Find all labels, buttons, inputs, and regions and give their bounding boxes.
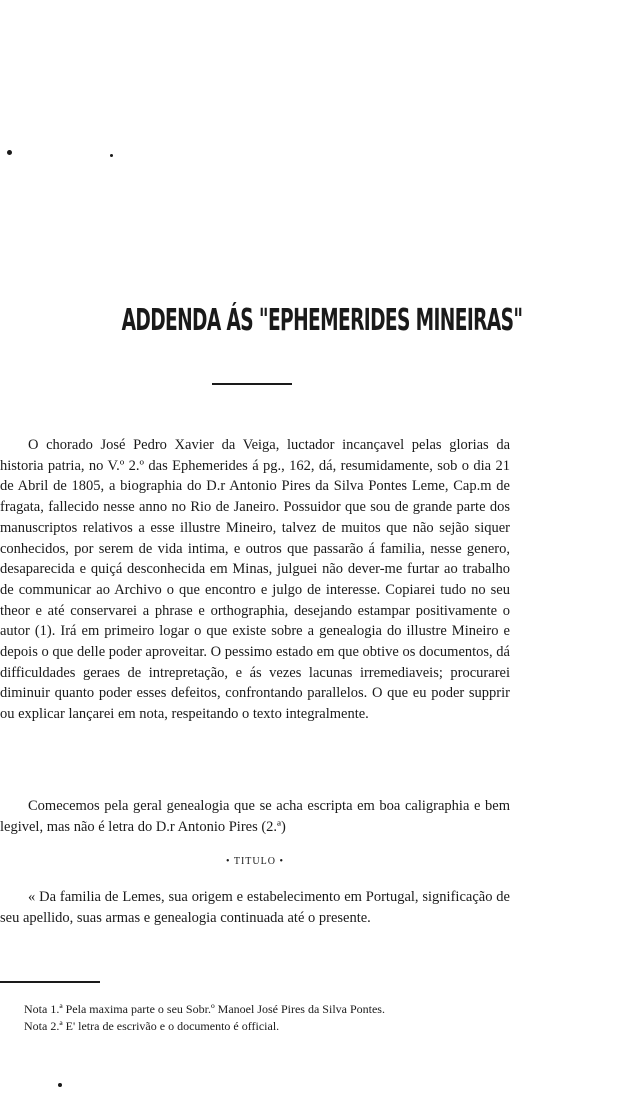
footnote: Nota 1.ª Pela maxima parte o seu Sobr.º Manoel José Pires da Silva Pontes. [24, 1002, 385, 1016]
page-title: ADDENDA ÁS "EPHEMERIDES MINEIRAS" [121, 303, 523, 338]
paragraph-text: Comecemos pela geral genealogia que se acha escripta em boa caligraphia e bem legivel, mas não é letra do D.r Antonio Pires (2.ª) [0, 798, 510, 835]
ink-speck [7, 150, 12, 155]
paragraph-text: « Da familia de Lemes, sua origem e estabelecimento em Portugal, significação de seu apellido, suas armas e genealogia continuada até o presente. [0, 889, 510, 926]
ink-speck [58, 1083, 62, 1087]
body-paragraph [0, 796, 510, 837]
paragraph-text: O chorado José Pedro Xavier da Veiga, luctador incançavel pelas glorias da historia patria, no V.º 2.º das Ephemerides á pg., 162, dá, resumidamente, sob o dia 21 de Abril de 1805, a biographia do D.r Antonio Pires da Silva Pontes Leme, Cap.m de fragata, fallecido nesse anno no Rio de Janeiro. Possuidor que sou de grande parte dos manuscriptos relativos a esse illustre Mineiro, talvez de muitos que não sejão siquer conhecidos, por serem de vida intima, e outros que passarão á familia, nesse genero, desaparecida e quiçá desconhecida em Minas, julguei não dever-me furtar ao trabalho de communicar ao Archivo o que encontro e julgo de interesse. Copiarei tudo no seu theor e até conservarei a phrase e orthographia, desejando estampar positivamente o autor (1). Irá em primeiro logar o que existe sobre a genealogia do illustre Mineiro e depois o que delle poder aproveitar. O pessimo estado em que obtive os documentos, dá difficuldades geraes de intrepretação, e ás vezes lacunas irremediaveis; procurarei diminuir quanto poder esses defeitos, confrontando parallelos. O que eu poder supprir ou explicar lançarei em nota, respeitando o texto integralmente. [0, 437, 510, 723]
section-paragraph [0, 887, 510, 928]
ink-speck [110, 154, 113, 157]
body-paragraph [0, 435, 510, 725]
title-divider [212, 383, 292, 385]
footnote: Nota 2.ª E' letra de escrivão e o documento é official. [24, 1018, 280, 1033]
footnotes [0, 1001, 510, 1034]
section-heading: • TITULO • [226, 856, 284, 867]
footnote-divider [0, 981, 100, 983]
